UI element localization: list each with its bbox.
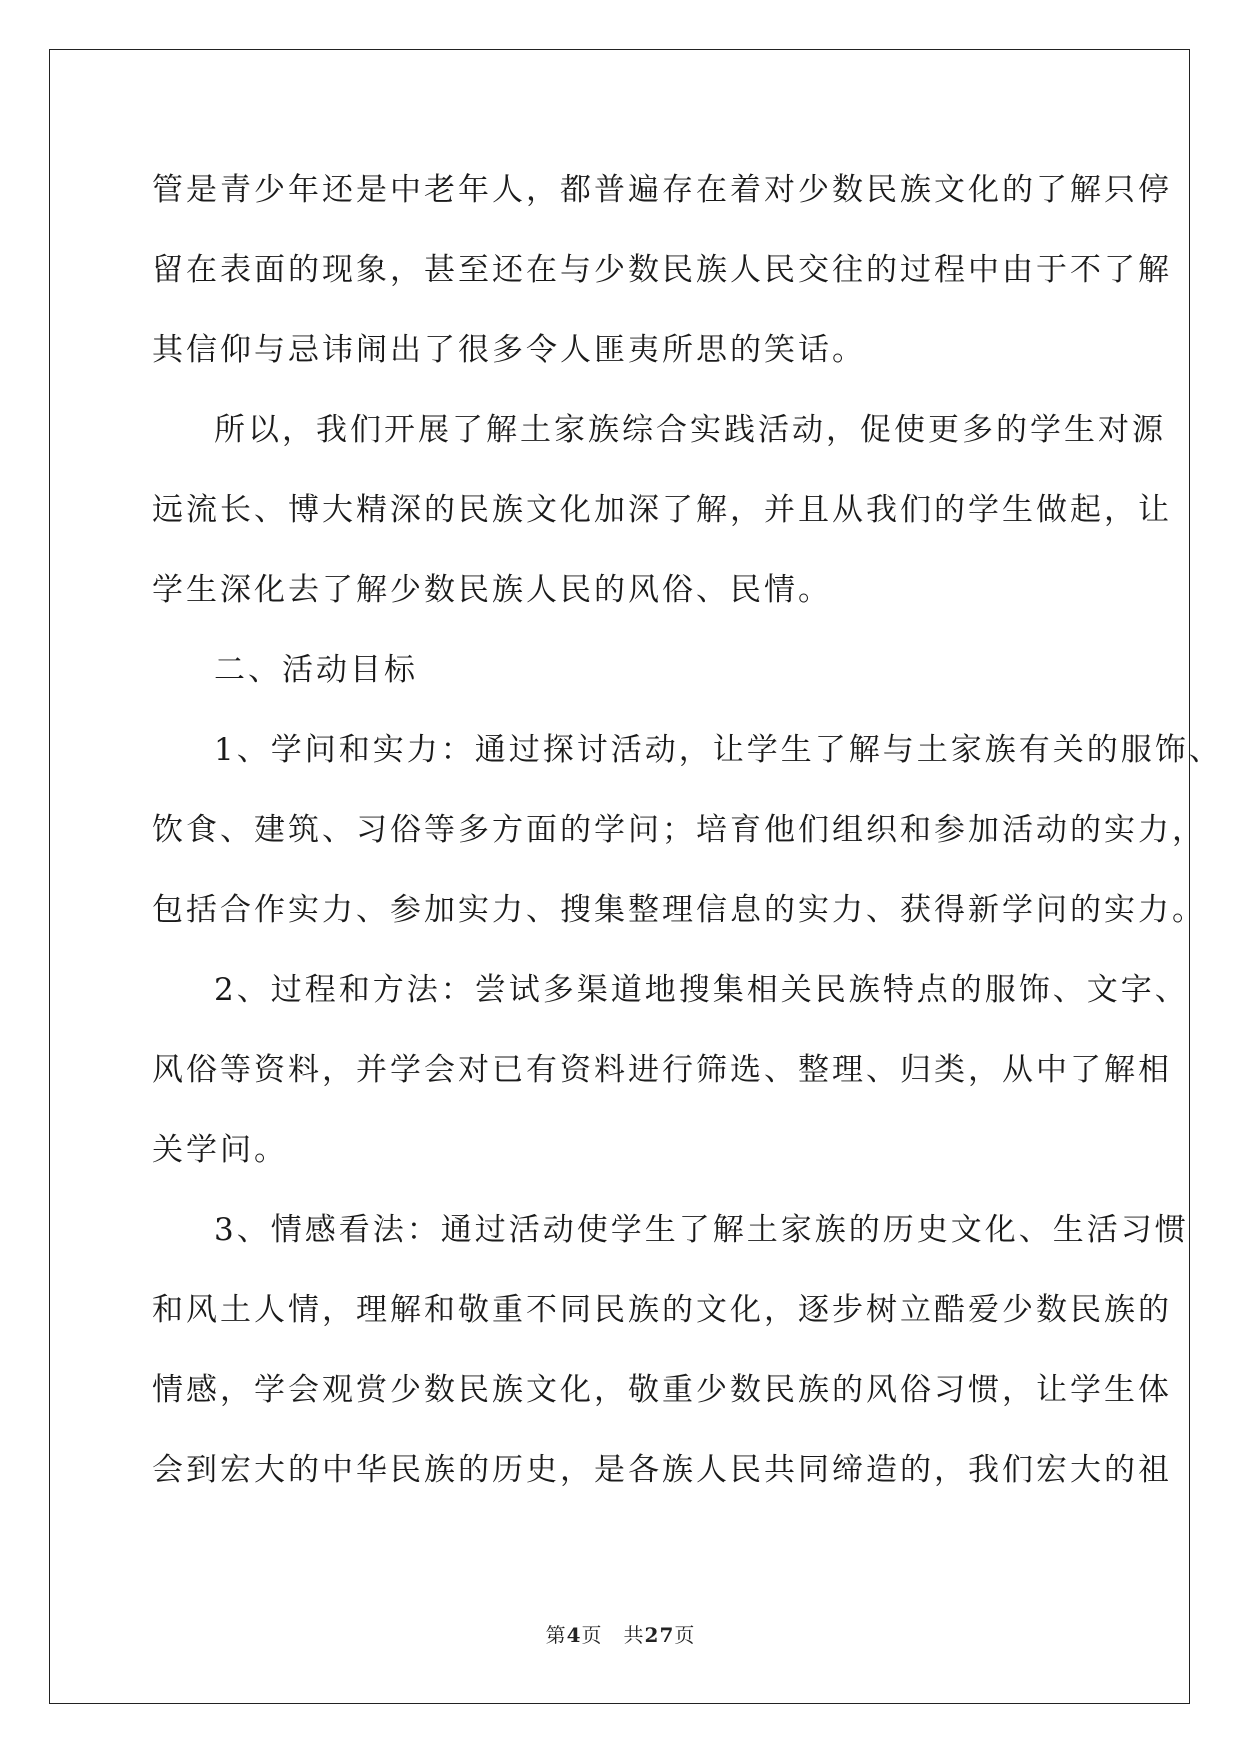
page-number: 4 bbox=[566, 1623, 582, 1647]
text-line: 饮食、建筑、习俗等多方面的学问；培育他们组织和参加活动的实力， bbox=[152, 812, 1206, 848]
total-prefix: 共 bbox=[623, 1623, 645, 1647]
total-suffix: 页 bbox=[674, 1623, 696, 1647]
paragraph-first-line: 3、情感看法：通过活动使学生了解土家族的历史文化、生活习惯 bbox=[214, 1212, 1189, 1248]
total-pages: 27 bbox=[644, 1623, 675, 1647]
page-prefix: 第 bbox=[545, 1623, 567, 1647]
section-heading: 二、活动目标 bbox=[214, 652, 418, 688]
text-line: 包括合作实力、参加实力、搜集整理信息的实力、获得新学问的实力。 bbox=[152, 892, 1206, 928]
text-line: 关学问。 bbox=[152, 1132, 288, 1168]
text-line: 风俗等资料，并学会对已有资料进行筛选、整理、归类，从中了解相 bbox=[152, 1052, 1172, 1088]
text-line: 和风土人情，理解和敬重不同民族的文化，逐步树立酷爱少数民族的 bbox=[152, 1292, 1172, 1328]
text-line: 会到宏大的中华民族的历史，是各族人民共同缔造的，我们宏大的祖 bbox=[152, 1452, 1172, 1488]
text-line: 学生深化去了解少数民族人民的风俗、民情。 bbox=[152, 572, 832, 608]
paragraph-first-line: 所以，我们开展了解土家族综合实践活动，促使更多的学生对源 bbox=[214, 412, 1166, 448]
page-suffix: 页 bbox=[581, 1623, 603, 1647]
paragraph-first-line: 1、学问和实力：通过探讨活动，让学生了解与土家族有关的服饰、 bbox=[214, 732, 1223, 768]
text-line: 远流长、博大精深的民族文化加深了解，并且从我们的学生做起，让 bbox=[152, 492, 1172, 528]
text-line: 留在表面的现象，甚至还在与少数民族人民交往的过程中由于不了解 bbox=[152, 252, 1172, 288]
paragraph-first-line: 2、过程和方法：尝试多渠道地搜集相关民族特点的服饰、文字、 bbox=[214, 972, 1189, 1008]
text-line: 管是青少年还是中老年人，都普遍存在着对少数民族文化的了解只停 bbox=[152, 172, 1172, 208]
page-footer bbox=[0, 1622, 1241, 1648]
text-line: 其信仰与忌讳闹出了很多令人匪夷所思的笑话。 bbox=[152, 332, 866, 368]
text-line: 情感，学会观赏少数民族文化，敬重少数民族的风俗习惯，让学生体 bbox=[152, 1372, 1172, 1408]
